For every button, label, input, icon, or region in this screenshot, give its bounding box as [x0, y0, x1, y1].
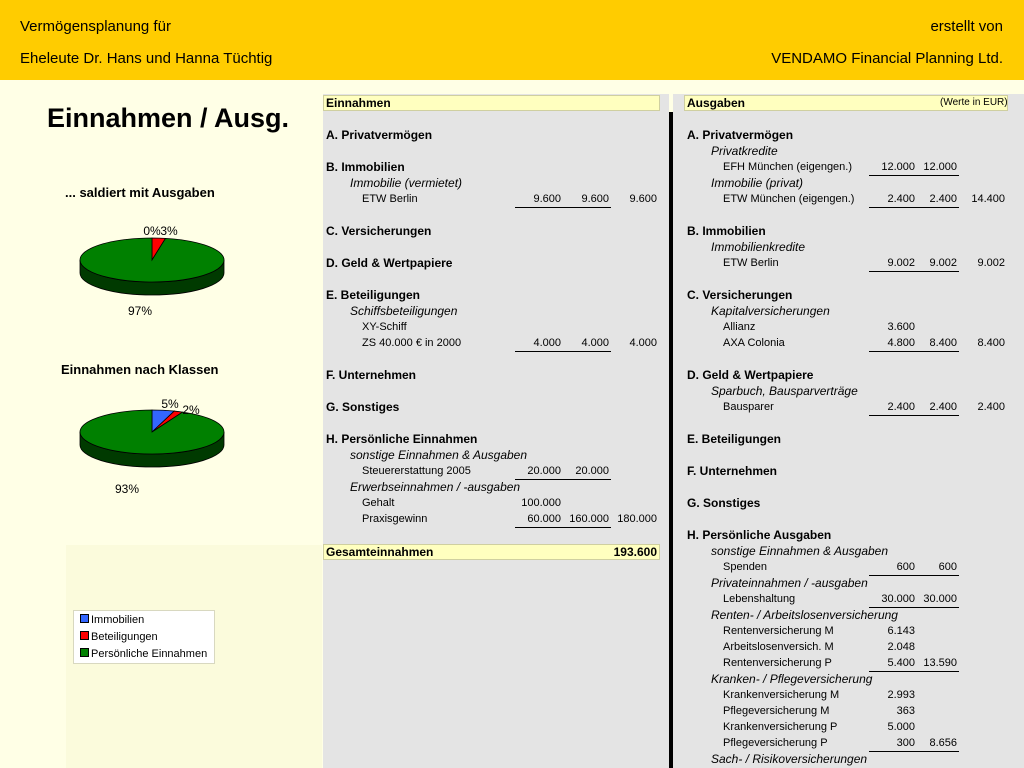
- legend-label: Beteiligungen: [91, 631, 158, 643]
- section-heading: C. Versicherungen: [687, 288, 793, 302]
- line-item-label: Krankenversicherung M: [723, 689, 840, 701]
- line-item-amount: 5.000: [887, 721, 915, 733]
- line-item-label: ETW Berlin: [362, 193, 418, 205]
- line-item-amount: 600: [896, 561, 915, 573]
- legend-swatch-immobilien: [80, 614, 89, 623]
- line-item-label: Arbeitslosenversich. M: [723, 641, 834, 653]
- line-item-label: Spenden: [723, 561, 768, 573]
- line-item-label: XY-Schiff: [362, 321, 407, 333]
- line-item-amount: 12.000: [923, 161, 957, 173]
- line-item-amount: 6.143: [887, 625, 915, 637]
- line-item-label: Bausparer: [723, 401, 774, 413]
- line-item-amount: 4.000: [581, 337, 609, 349]
- sum-underline: [869, 271, 917, 272]
- line-item-label: Steuererstattung 2005: [362, 465, 471, 477]
- legend-label: Persönliche Einnahmen: [91, 648, 208, 660]
- line-item-amount: 13.590: [923, 657, 957, 669]
- line-item-amount: 160.000: [569, 513, 609, 525]
- line-item-label: ETW München (eigengen.): [723, 193, 855, 205]
- line-item-amount: 2.400: [929, 401, 957, 413]
- section-heading: C. Versicherungen: [326, 224, 432, 238]
- legend-item-beteiligungen: [80, 630, 158, 644]
- line-item-amount: 8.400: [929, 337, 957, 349]
- chart-legend: [73, 610, 215, 664]
- sum-underline: [515, 207, 563, 208]
- legend-label: Immobilien: [91, 614, 145, 626]
- currency-note: (Werte in EUR): [940, 97, 1008, 108]
- legend-swatch-persoenliche: [80, 648, 89, 657]
- line-item-label: EFH München (eigengen.): [723, 161, 853, 173]
- subsection-heading: Privatkredite: [711, 144, 778, 158]
- subsection-heading: Immobilienkredite: [711, 240, 806, 254]
- sum-underline: [911, 575, 959, 576]
- sum-underline: [911, 607, 959, 608]
- header-left-line1: Vermögensplanung für: [20, 18, 171, 35]
- line-item-amount: 9.600: [533, 193, 561, 205]
- section-heading: A. Privatvermögen: [326, 128, 433, 142]
- sum-underline: [515, 527, 563, 528]
- page-title: Einnahmen / Ausg.: [47, 103, 290, 133]
- subsection-heading: sonstige Einnahmen & Ausgaben: [350, 448, 528, 462]
- line-item-amount: 2.400: [887, 193, 915, 205]
- sum-underline: [869, 415, 917, 416]
- line-item-amount: 9.002: [887, 257, 915, 269]
- section-heading: A. Privatvermögen: [687, 128, 794, 142]
- sum-underline: [869, 575, 917, 576]
- sum-underline: [911, 351, 959, 352]
- line-item-amount: 9.002: [929, 257, 957, 269]
- subsection-heading: Sparbuch, Bausparverträge: [711, 384, 858, 398]
- header-right-line1: erstellt von: [930, 18, 1003, 35]
- sum-underline: [911, 207, 959, 208]
- line-item-amount: 8.400: [977, 337, 1005, 349]
- pie-slice: [80, 410, 224, 454]
- sum-underline: [563, 527, 611, 528]
- line-item-amount: 2.400: [977, 401, 1005, 413]
- section-heading: F. Unternehmen: [326, 368, 417, 382]
- header-left-line2: Eheleute Dr. Hans und Hanna Tüchtig: [20, 50, 273, 67]
- sum-underline: [869, 671, 917, 672]
- line-item-amount: 20.000: [527, 465, 561, 477]
- line-item-amount: 8.656: [929, 737, 957, 749]
- sum-underline: [563, 207, 611, 208]
- line-item-label: Pflegeversicherung M: [723, 705, 830, 717]
- line-item-amount: 30.000: [881, 593, 915, 605]
- subsection-heading: Renten- / Arbeitslosenversicherung: [711, 608, 898, 622]
- line-item-label: Rentenversicherung M: [723, 625, 834, 637]
- sum-underline: [869, 207, 917, 208]
- legend-item-persoenliche: [80, 647, 207, 661]
- pie-data-label: 93%: [114, 482, 140, 496]
- line-item-amount: 9.600: [581, 193, 609, 205]
- subsection-heading: Immobilie (vermietet): [350, 176, 463, 190]
- gesamteinnahmen-value: 193.600: [613, 545, 657, 559]
- section-heading: F. Unternehmen: [687, 464, 778, 478]
- section-heading: H. Persönliche Einnahmen: [326, 432, 478, 446]
- sum-underline: [869, 351, 917, 352]
- section-heading: B. Immobilien: [687, 224, 766, 238]
- sum-underline: [911, 271, 959, 272]
- chart1-title: ... saldiert mit Ausgaben: [65, 185, 215, 200]
- line-item-amount: 100.000: [521, 497, 561, 509]
- sum-underline: [911, 751, 959, 752]
- header-right-line2: VENDAMO Financial Planning Ltd.: [771, 50, 1003, 67]
- line-item-amount: 60.000: [527, 513, 561, 525]
- line-item-label: ETW Berlin: [723, 257, 779, 269]
- line-item-amount: 9.600: [629, 193, 657, 205]
- line-item-label: Krankenversicherung P: [723, 721, 838, 733]
- section-heading: B. Immobilien: [326, 160, 405, 174]
- section-heading: H. Persönliche Ausgaben: [687, 528, 832, 542]
- subsection-heading: Kapitalversicherungen: [711, 304, 830, 318]
- pie-slice: [80, 238, 224, 282]
- line-item-amount: 14.400: [971, 193, 1005, 205]
- line-item-label: Rentenversicherung P: [723, 657, 832, 669]
- line-item-amount: 9.002: [977, 257, 1005, 269]
- subsection-heading: Immobilie (privat): [711, 176, 804, 190]
- line-item-amount: 2.400: [929, 193, 957, 205]
- line-item-amount: 300: [896, 737, 915, 749]
- sum-underline: [869, 175, 917, 176]
- pie-data-label: 2%: [182, 403, 200, 417]
- line-item-amount: 3.600: [887, 321, 915, 333]
- line-item-amount: 4.800: [887, 337, 915, 349]
- line-item-amount: 600: [938, 561, 957, 573]
- subsection-heading: Privateinnahmen / -ausgaben: [711, 576, 868, 590]
- pie-data-label: 3%: [160, 224, 178, 238]
- line-item-label: AXA Colonia: [723, 337, 785, 349]
- header-banner: [0, 0, 1024, 80]
- line-item-amount: 4.000: [533, 337, 561, 349]
- subsection-heading: Erwerbseinnahmen / -ausgaben: [350, 480, 521, 494]
- sum-underline: [911, 175, 959, 176]
- line-item-label: Praxisgewinn: [362, 513, 428, 525]
- line-item-amount: 363: [896, 705, 915, 717]
- line-item-label: Lebenshaltung: [723, 593, 796, 605]
- subsection-heading: Kranken- / Pflegeversicherung: [711, 672, 873, 686]
- pie-chart-saldiert: [70, 220, 270, 330]
- line-item-amount: 20.000: [575, 465, 609, 477]
- legend-swatch-beteiligungen: [80, 631, 89, 640]
- sum-underline: [911, 415, 959, 416]
- chart2-title: Einnahmen nach Klassen: [61, 362, 219, 377]
- line-item-amount: 12.000: [881, 161, 915, 173]
- ausgaben-header: Ausgaben: [687, 96, 746, 110]
- pie-chart-klassen: [70, 392, 270, 502]
- line-item-amount: 180.000: [617, 513, 657, 525]
- einnahmen-header: Einnahmen: [326, 96, 391, 110]
- section-heading: D. Geld & Wertpapiere: [687, 368, 814, 382]
- pie-data-label: 5%: [161, 397, 179, 411]
- subsection-heading: Sach- / Risikoversicherungen: [711, 752, 868, 766]
- sum-underline: [563, 351, 611, 352]
- section-heading: E. Beteiligungen: [687, 432, 782, 446]
- pie-data-label: 0%: [143, 224, 161, 238]
- line-item-label: Gehalt: [362, 497, 395, 509]
- sum-underline: [869, 751, 917, 752]
- line-item-label: Allianz: [723, 321, 756, 333]
- line-item-amount: 2.400: [887, 401, 915, 413]
- line-item-amount: 30.000: [923, 593, 957, 605]
- legend-item-immobilien: [80, 613, 144, 627]
- column-divider: [669, 112, 673, 768]
- pie-data-label: 97%: [127, 304, 153, 318]
- sum-underline: [563, 479, 611, 480]
- section-heading: G. Sonstiges: [687, 496, 761, 510]
- line-item-label: ZS 40.000 € in 2000: [362, 337, 462, 349]
- sum-underline: [515, 351, 563, 352]
- subsection-heading: Schiffsbeteiligungen: [350, 304, 458, 318]
- section-heading: E. Beteiligungen: [326, 288, 421, 302]
- gesamteinnahmen-label: Gesamteinnahmen: [326, 545, 434, 559]
- line-item-amount: 2.048: [887, 641, 915, 653]
- line-item-amount: 4.000: [629, 337, 657, 349]
- section-heading: D. Geld & Wertpapiere: [326, 256, 453, 270]
- sum-underline: [911, 671, 959, 672]
- section-heading: G. Sonstiges: [326, 400, 400, 414]
- subsection-heading: sonstige Einnahmen & Ausgaben: [711, 544, 889, 558]
- line-item-amount: 5.400: [887, 657, 915, 669]
- sum-underline: [515, 479, 563, 480]
- line-item-label: Pflegeversicherung P: [723, 737, 828, 749]
- line-item-amount: 2.993: [887, 689, 915, 701]
